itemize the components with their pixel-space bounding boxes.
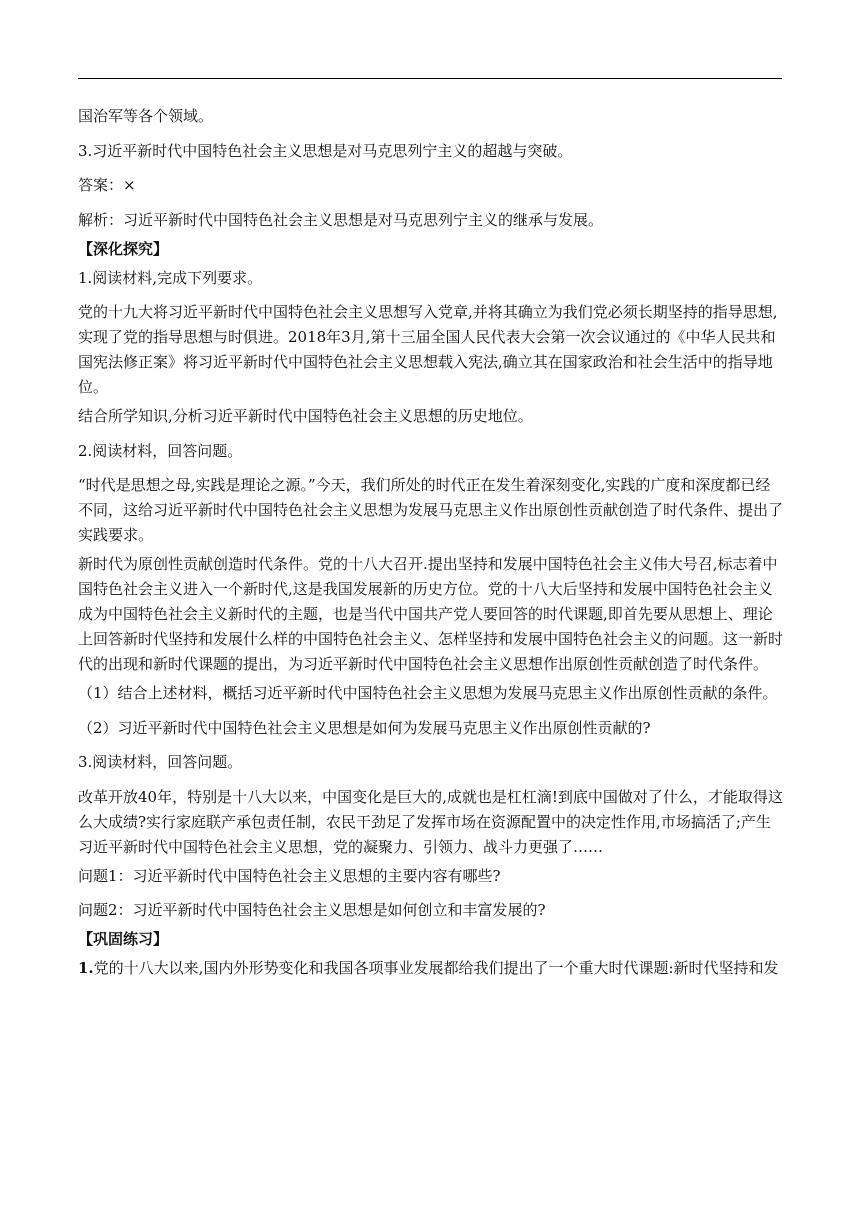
practice-question-1 — [78, 956, 784, 981]
section-heading-consolidate: 【巩固练习】 — [78, 930, 169, 948]
exercise-1-question: 结合所学知识,分析习近平新时代中国特色社会主义思想的历史地位。 — [78, 407, 533, 425]
header-rule — [78, 78, 782, 79]
exercise-1-material: 党的十九大将习近平新时代中国特色社会主义思想写入党章,并将其确立为我们党必须长期坚持的指导思想,实现了党的指导思想与时俱进。2018年3月,第十三届全国人民代表大会第一次会议通过的《中华人民共和国宪法修正案》将习近平新时代中国特色社会主义思想载入宪法,确立其在国家政治和社会生活中的指导地位。 — [78, 303, 778, 396]
exercise-3-question-2: 问题2：习近平新时代中国特色社会主义思想是如何创立和丰富发展的? — [78, 901, 546, 919]
question-number: 1. — [78, 959, 94, 977]
explanation: 解析：习近平新时代中国特色社会主义思想是对马克思列宁主义的继承与发展。 — [78, 210, 604, 229]
paragraph: 国治军等各个领域。 — [78, 107, 214, 125]
section-heading-deepen: 【深化探究】 — [78, 239, 169, 258]
question-text: 党的十八大以来,国内外形势变化和我国各项事业发展都给我们提出了一个重大时代课题:新时代坚持和发 — [93, 959, 779, 977]
exercise-3-material: 改革开放40年，特别是十八大以来，中国变化是巨大的,成就也是杠杠滴!到底中国做对了什么，才能取得这么大成绩?实行家庭联产承包责任制，农民干劲足了发挥市场在资源配置中的决定性作用,市场搞活了;产生习近平新时代中国特色社会主义思想，党的凝聚力、引领力、战斗力更强了…… — [78, 787, 783, 856]
document-body — [78, 104, 784, 991]
exercise-2-material: “时代是思想之母,实践是理论之源。”今天，我们所处的时代正在发生着深刻变化,实践的广度和深度都已经不同，这给习近平新时代中国特色社会主义思想为发展马克思主义作出原创性贡献创造了时代条件、提出了实践要求。 — [78, 476, 784, 544]
exercise-2-question-2: （2）习近平新时代中国特色社会主义思想是如何为发展马克思主义作出原创性贡献的? — [78, 718, 651, 737]
answer: 答案：× — [78, 176, 136, 194]
exercise-1-prompt: 1.阅读材料,完成下列要求。 — [78, 268, 263, 287]
exercise-3-question-1: 问题1：习近平新时代中国特色社会主义思想的主要内容有哪些? — [78, 866, 501, 885]
exercise-3-prompt: 3.阅读材料，回答问题。 — [78, 753, 243, 771]
exercise-2-material-continued: 新时代为原创性贡献创造时代条件。党的十八大召开.提出坚持和发展中国特色社会主义伟大号召,标志着中国特色社会主义进入一个新时代,这是我国发展新的历史方位。党的十八大后坚持和发展中国特色社会主义成为中国特色社会主义新时代的主题，也是当代中国共产党人要回答的时代课题,即首先要从思想上、理论上回答新时代坚持和发展什么样的中国特色社会主义、怎样坚持和发展中国特色社会主义的问题。这一新时代的出现和新时代课题的提出，为习近平新时代中国特色社会主义思想作出原创性贡献创造了时代条件。 — [78, 555, 784, 673]
exercise-2-question-1: （1）结合上述材料，概括习近平新时代中国特色社会主义思想为发展马克思主义作出原创性贡献的条件。 — [78, 684, 778, 702]
exercise-2-prompt: 2.阅读材料，回答问题。 — [78, 441, 243, 460]
question-3: 3.习近平新时代中国特色社会主义思想是对马克思列宁主义的超越与突破。 — [78, 141, 573, 160]
